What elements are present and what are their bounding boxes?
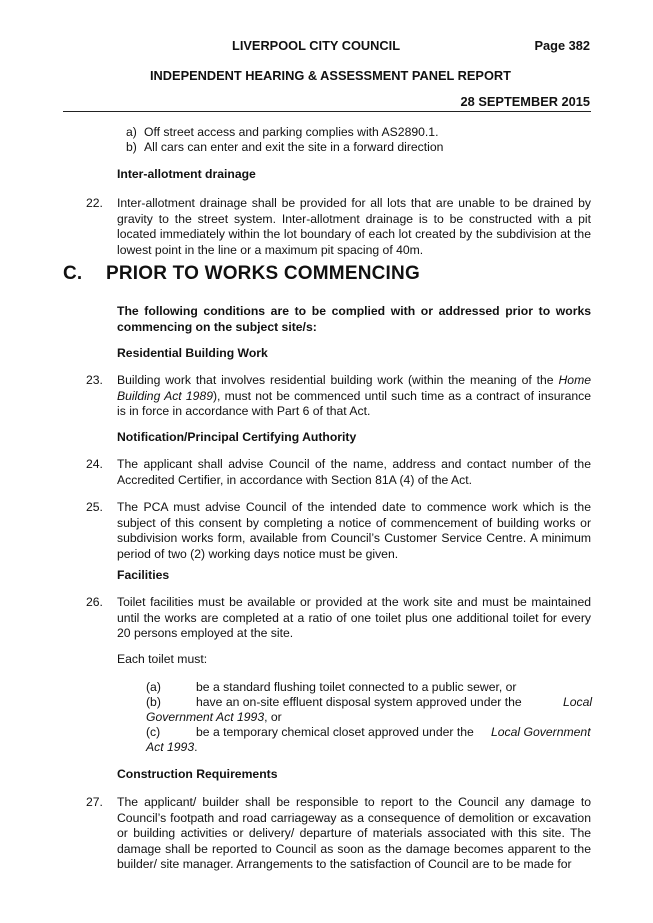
heading-residential: Residential Building Work [117,346,268,360]
heading-inter-allotment: Inter-allotment drainage [117,167,256,181]
council-name: LIVERPOOL CITY COUNCIL [232,38,401,53]
section-c-title: PRIOR TO WORKS COMMENCING [106,263,420,284]
toilet-option-a-text: be a standard flushing toilet connected to a public sewer, or [196,680,517,694]
condition-27-text: The applicant/ builder shall be responsible to report to the Council any damage to Council’s footpath and road carriageway as a consequence of demolition or excavation or building activities or delivery/ departure of materials associated with this site. The damage shall be reported to Council as soon as the damage becomes apparent to the builder/ site manager. Arrangements to the satisfaction of Council are to be made for [117,795,591,872]
condition-26-text: Toilet facilities must be available or provided at the work site and must be maintained until the works are completed at a ratio of one toilet plus one additional toilet for every 20 persons employed at the site. [117,595,591,641]
heading-facilities: Facilities [117,568,170,582]
toilet-option-c-italic-1: Local Government [491,725,591,739]
toilet-option-a-marker: (a) [146,680,161,694]
list-item-b: All cars can enter and exit the site in a forward direction [144,140,444,154]
toilet-option-b-italic-1: Local [563,695,593,709]
condition-23-number: 23. [86,373,103,387]
heading-notification: Notification/Principal Certifying Authority [117,430,357,444]
condition-26-number: 26. [86,595,103,609]
toilet-option-c-text: be a temporary chemical closet approved under the [196,725,474,739]
toilet-option-b-marker: (b) [146,695,161,709]
condition-24-text: The applicant shall advise Council of the name, address and contact number of the Accredited Certifier, in accordance with Section 81A (4) of the Act. [117,457,591,487]
condition-25-number: 25. [86,500,103,514]
list-marker-b: b) [126,140,137,154]
toilet-option-b-text: have an on-site effluent disposal system approved under the [196,695,522,709]
list-item-a: Off street access and parking complies with AS2890.1. [144,125,439,139]
report-date: 28 SEPTEMBER 2015 [460,94,590,109]
condition-23-text: Building work that involves residential building work (within the meaning of the Home Building Act 1989), must not be commenced until such time as a contract of insurance is in force in accordance with Part 6 of that Act. [117,373,592,419]
toilet-option-c-line2: Act 1993. [146,740,198,754]
toilet-option-b-line2: Government Act 1993, or [146,710,282,724]
heading-construction: Construction Requirements [117,767,278,781]
condition-24-number: 24. [86,457,103,471]
section-intro: The following conditions are to be complied with or addressed prior to works commencing on the subject site/s: [117,304,591,334]
list-marker-a: a) [126,125,137,139]
toilet-option-c-marker: (c) [146,725,161,739]
each-toilet-text: Each toilet must: [117,652,208,666]
condition-25-text: The PCA must advise Council of the intended date to commence work which is the subject of this consent by completing a notice of commencement of building works or subdivision works form, available from Council’s Customer Service Centre. A minimum period of two (2) working days notice must be given. [117,500,591,561]
header-rule [63,111,591,112]
section-c-label: C. [63,263,83,284]
condition-27-number: 27. [86,795,103,809]
report-title: INDEPENDENT HEARING & ASSESSMENT PANEL REPORT [150,68,511,83]
condition-22-text: Inter-allotment drainage shall be provided for all lots that are unable to be drained by gravity to the street system. Inter-allotment drainage is to be constructed with a pit located immediately within the lot boundary of each lot created by the subdivision at the lowest point in the line or a maximum pit spacing of 40m. [117,196,591,257]
page-number: Page 382 [534,38,590,53]
condition-22-number: 22. [86,196,103,210]
